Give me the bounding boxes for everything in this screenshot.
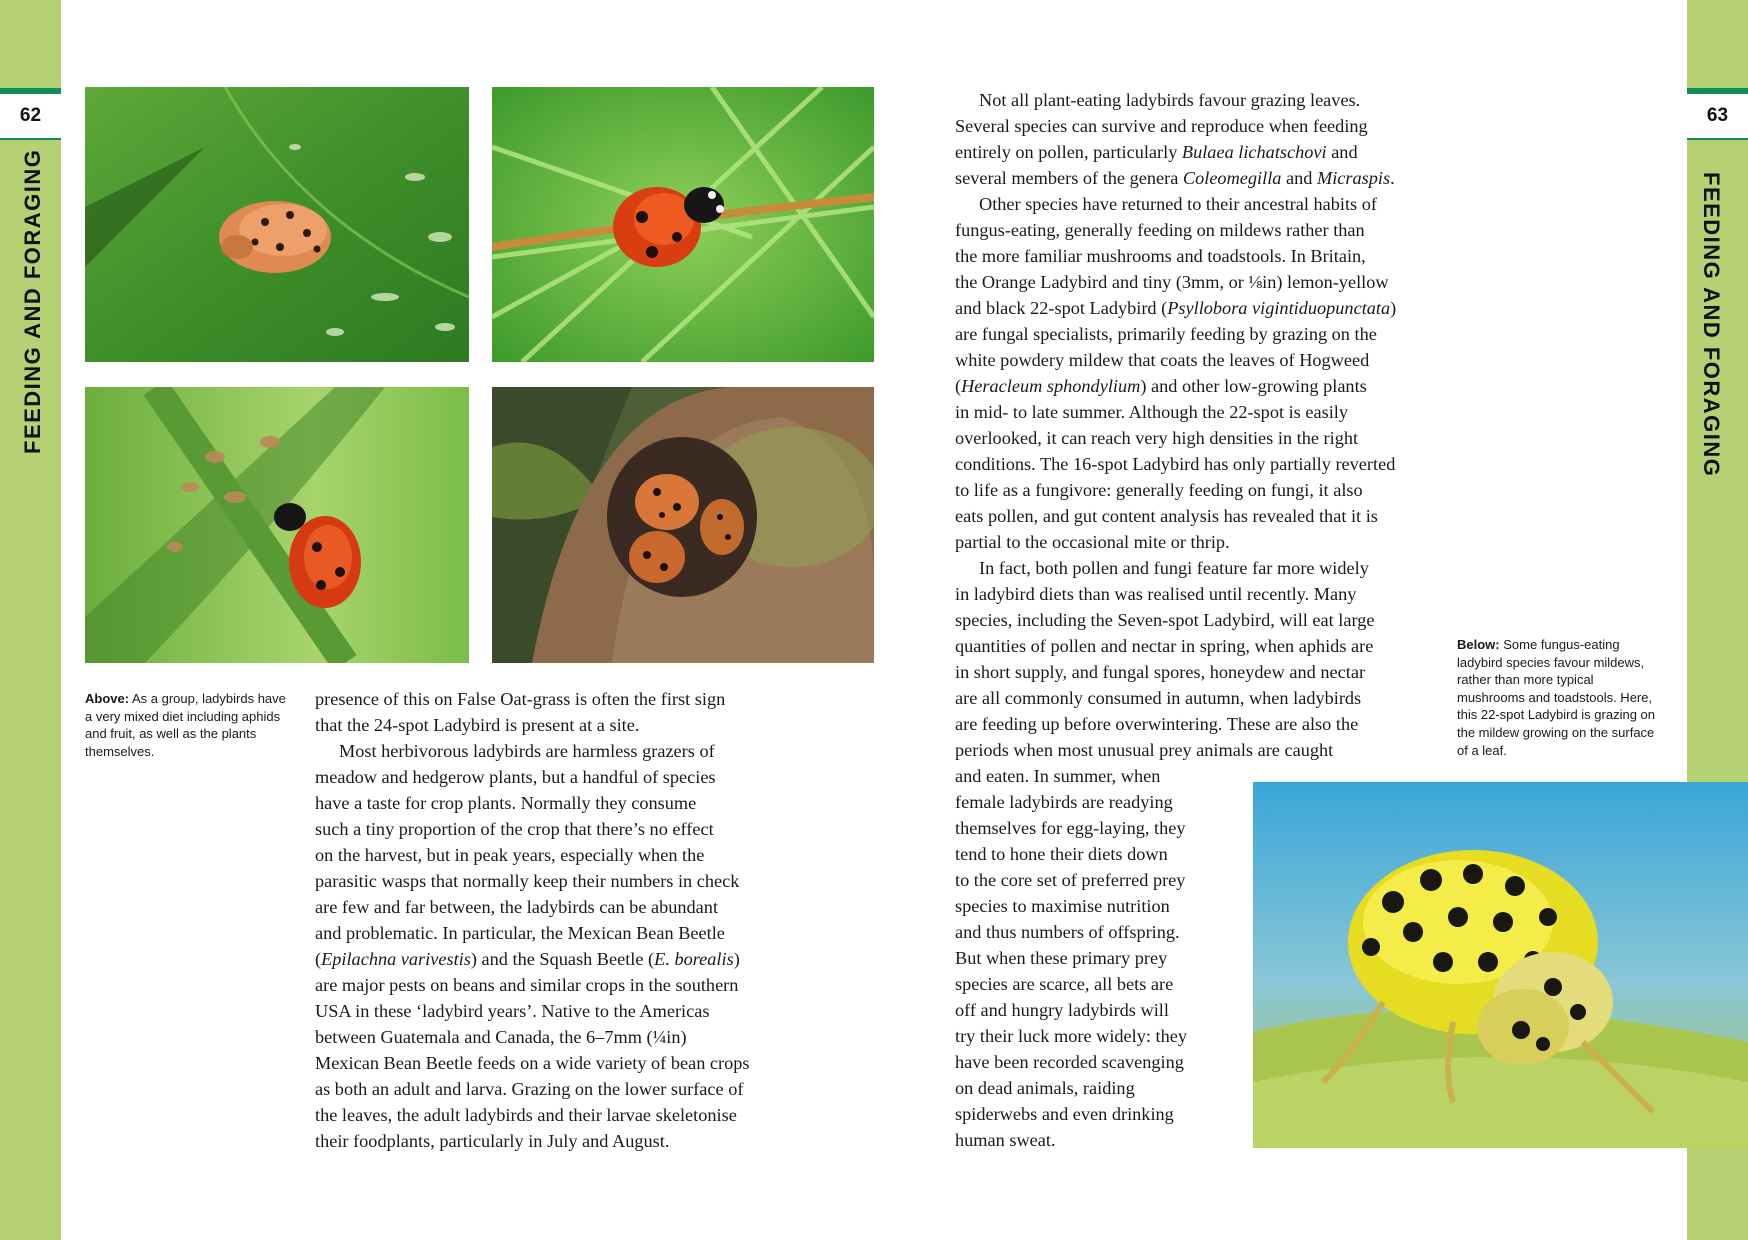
body-line: quantities of pollen and nectar in spring, when aphids are [955, 636, 1374, 656]
caption-above-label: Above: [85, 691, 130, 706]
photo-ladybird-on-pine-needles [492, 87, 874, 362]
body-line: and thus numbers of offspring. [955, 922, 1180, 942]
body-line: Not all plant-eating ladybirds favour grazing leaves. [979, 90, 1361, 110]
body-line: to life as a fungivore: generally feeding on fungi, it also [955, 480, 1363, 500]
body-line: Mexican Bean Beetle feeds on a wide variety of bean crops [315, 1053, 750, 1073]
caption-above [85, 690, 295, 760]
body-line: and black 22-spot Ladybird (Psyllobora vigintiduopunctata) [955, 298, 1397, 318]
caption-below-text: Some fungus-eating ladybird species favour mildews, rather than more typical mushrooms and toadstools. Here, this 22-spot Ladybird is grazing on the mildew growing on the surface of a leaf. [1457, 637, 1656, 758]
body-line: parasitic wasps that normally keep their numbers in check [315, 871, 740, 891]
body-line: (Heracleum sphondylium) and other low-growing plants [955, 376, 1367, 396]
body-line: white powdery mildew that coats the leaves of Hogweed [955, 350, 1370, 370]
body-line: between Guatemala and Canada, the 6–7mm (¼in) [315, 1027, 687, 1047]
body-line: eats pollen, and gut content analysis has revealed that it is [955, 506, 1378, 526]
body-line: presence of this on False Oat-grass is often the first sign [315, 689, 726, 709]
body-line: are few and far between, the ladybirds can be abundant [315, 897, 719, 917]
body-line: species to maximise nutrition [955, 896, 1170, 916]
body-line: such a tiny proportion of the crop that there’s no effect [315, 819, 714, 839]
body-line: to the core set of preferred prey [955, 870, 1186, 890]
body-line: have a taste for crop plants. Normally they consume [315, 793, 697, 813]
body-line: conditions. The 16-spot Ladybird has only partially reverted [955, 454, 1396, 474]
body-line: In fact, both pollen and fungi feature far more widely [979, 558, 1369, 578]
body-line: USA in these ‘ladybird years’. Native to the Americas [315, 1001, 710, 1021]
body-line: are all commonly consumed in autumn, when ladybirds [955, 688, 1362, 708]
body-line: the leaves, the adult ladybirds and their larvae skeletonise [315, 1105, 737, 1125]
body-line: the more familiar mushrooms and toadstools. In Britain, [955, 246, 1366, 266]
photo-ladybird-with-aphids [85, 387, 469, 663]
running-head-left: FEEDING AND FORAGING [20, 148, 45, 454]
body-line: as both an adult and larva. Grazing on the lower surface of [315, 1079, 744, 1099]
body-line: fungus-eating, generally feeding on mildews rather than [955, 220, 1365, 240]
body-line: in short supply, and fungal spores, honeydew and nectar [955, 662, 1366, 682]
body-line: Other species have returned to their ancestral habits of [979, 194, 1377, 214]
body-line: are fungal specialists, primarily feeding by grazing on the [955, 324, 1377, 344]
body-line: and eaten. In summer, when [955, 766, 1161, 786]
photo-ladybirds-in-pear [492, 387, 874, 663]
caption-above-text: As a group, ladybirds have a very mixed diet including aphids and fruit, as well as the plants themselves. [85, 691, 286, 759]
caption-below-label: Below: [1457, 637, 1500, 652]
body-line: the Orange Ladybird and tiny (3mm, or ⅛in) lemon-yellow [955, 272, 1389, 292]
body-line: their foodplants, particularly in July and August. [315, 1131, 670, 1151]
body-column-right [955, 87, 1440, 1153]
page-number-right: 63 [1687, 88, 1748, 140]
body-line: periods when most unusual prey animals are caught [955, 740, 1334, 760]
body-line: Several species can survive and reproduce when feeding [955, 116, 1368, 136]
body-line: are feeding up before overwintering. These are also the [955, 714, 1359, 734]
body-line: female ladybirds are readying [955, 792, 1173, 812]
body-line: themselves for egg-laying, they [955, 818, 1186, 838]
body-line: in ladybird diets than was realised until recently. Many [955, 584, 1357, 604]
body-line: on dead animals, raiding [955, 1078, 1135, 1098]
body-line: partial to the occasional mite or thrip. [955, 532, 1230, 552]
body-line: off and hungry ladybirds will [955, 1000, 1169, 1020]
body-line: spiderwebs and even drinking [955, 1104, 1174, 1124]
photo-orange-ladybird-on-leaf [85, 87, 469, 362]
body-line: on the harvest, but in peak years, especially when the [315, 845, 705, 865]
body-line: species are scarce, all bets are [955, 974, 1174, 994]
caption-below [1457, 636, 1662, 759]
body-line: (Epilachna varivestis) and the Squash Beetle (E. borealis) [315, 949, 740, 969]
body-line: tend to hone their diets down [955, 844, 1168, 864]
body-line: and problematic. In particular, the Mexican Bean Beetle [315, 923, 725, 943]
body-line: that the 24-spot Ladybird is present at a site. [315, 715, 640, 735]
body-line: human sweat. [955, 1130, 1056, 1150]
body-line: Most herbivorous ladybirds are harmless grazers of [339, 741, 715, 761]
page-number-left: 62 [0, 88, 61, 140]
body-line: have been recorded scavenging [955, 1052, 1184, 1072]
body-line: several members of the genera Coleomegilla and Micraspis. [955, 168, 1395, 188]
body-line: But when these primary prey [955, 948, 1168, 968]
body-line: entirely on pollen, particularly Bulaea lichatschovi and [955, 142, 1358, 162]
body-line: in mid- to late summer. Although the 22-spot is easily [955, 402, 1349, 422]
body-column-left [315, 686, 800, 1154]
body-line: are major pests on beans and similar crops in the southern [315, 975, 739, 995]
body-line: species, including the Seven-spot Ladybird, will eat large [955, 610, 1375, 630]
body-line: meadow and hedgerow plants, but a handful of species [315, 767, 716, 787]
body-line: overlooked, it can reach very high densities in the right [955, 428, 1359, 448]
body-line: try their luck more widely: they [955, 1026, 1188, 1046]
running-head-right: FEEDING AND FORAGING [1699, 172, 1724, 478]
